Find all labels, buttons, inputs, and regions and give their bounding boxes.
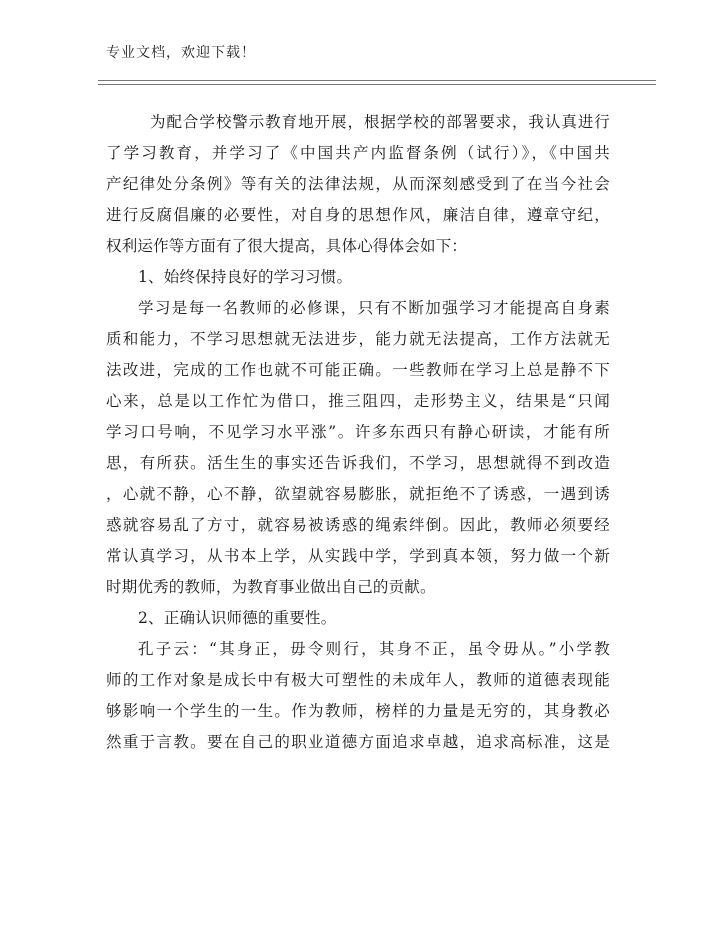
paragraph-1-line-4: 进行反腐倡廉的必要性，对自身的思想作风，廉洁自律，遵章守纪， [106,206,610,224]
section-heading-1: 1、始终保持良好的学习习惯。 [138,268,353,286]
paragraph-2-line-7: ，心就不静，心不静，欲望就容易膨胀，就拒绝不了诱惑，一遇到诱 [106,485,610,503]
body-text [106,107,610,758]
section-heading-2: 2、正确认识师德的重要性。 [138,609,337,627]
header-text: 专业文档，欢迎下载！ [106,45,256,61]
paragraph-3-line-4: 然重于言教。要在自己的职业道德方面追求卓越，追求高标准，这是 [106,733,610,751]
paragraph-2-line-9: 常认真学习，从书本上学，从实践中学，学到真本领，努力做一个新 [106,547,610,565]
paragraph-2-line-6: 思，有所获。活生生的事实还告诉我们，不学习，思想就得不到改造 [106,454,610,472]
paragraph-2-line-2: 质和能力，不学习思想就无法进步，能力就无法提高，工作方法就无 [106,330,610,348]
paragraph-3-line-2: 师的工作对象是成长中有极大可塑性的未成年人，教师的道德表现能 [106,671,610,689]
paragraph-3-line-3: 够影响一个学生的一生。作为教师，榜样的力量是无穷的，其身教必 [106,702,610,720]
header-divider [98,80,656,85]
paragraph-1-line-3: 产纪律处分条例》等有关的法律法规，从而深刻感受到了在当今社会 [106,175,610,193]
paragraph-2-line-3: 法改进，完成的工作也就不可能正确。一些教师在学习上总是静不下 [106,361,610,379]
paragraph-1-line-1: 为配合学校警示教育地开展，根据学校的部署要求，我认真进行 [150,113,610,131]
paragraph-1-line-2: 了学习教育，并学习了《中国共产内监督条例（试行）》，《中国共 [106,144,610,162]
paragraph-3-line-1: 孔子云：“其身正，毋令则行，其身不正，虽令毋从。”小学教 [138,640,610,658]
paragraph-2-line-4: 心来，总是以工作忙为借口，推三阻四，走形势主义，结果是“只闻 [106,392,610,410]
paragraph-1-line-5: 权利运作等方面有了很大提高，具体心得体会如下： [106,237,468,255]
paragraph-2-line-1: 学习是每一名教师的必修课，只有不断加强学习才能提高自身素 [138,299,610,317]
paragraph-2-line-10: 时期优秀的教师，为教育事业做出自己的贡献。 [106,578,436,596]
paragraph-2-line-8: 惑就容易乱了方寸，就容易被诱惑的绳索绊倒。因此，教师必须要经 [106,516,610,534]
paragraph-2-line-5: 学习口号响，不见学习水平涨”。许多东西只有静心研读，才能有所 [106,423,610,441]
